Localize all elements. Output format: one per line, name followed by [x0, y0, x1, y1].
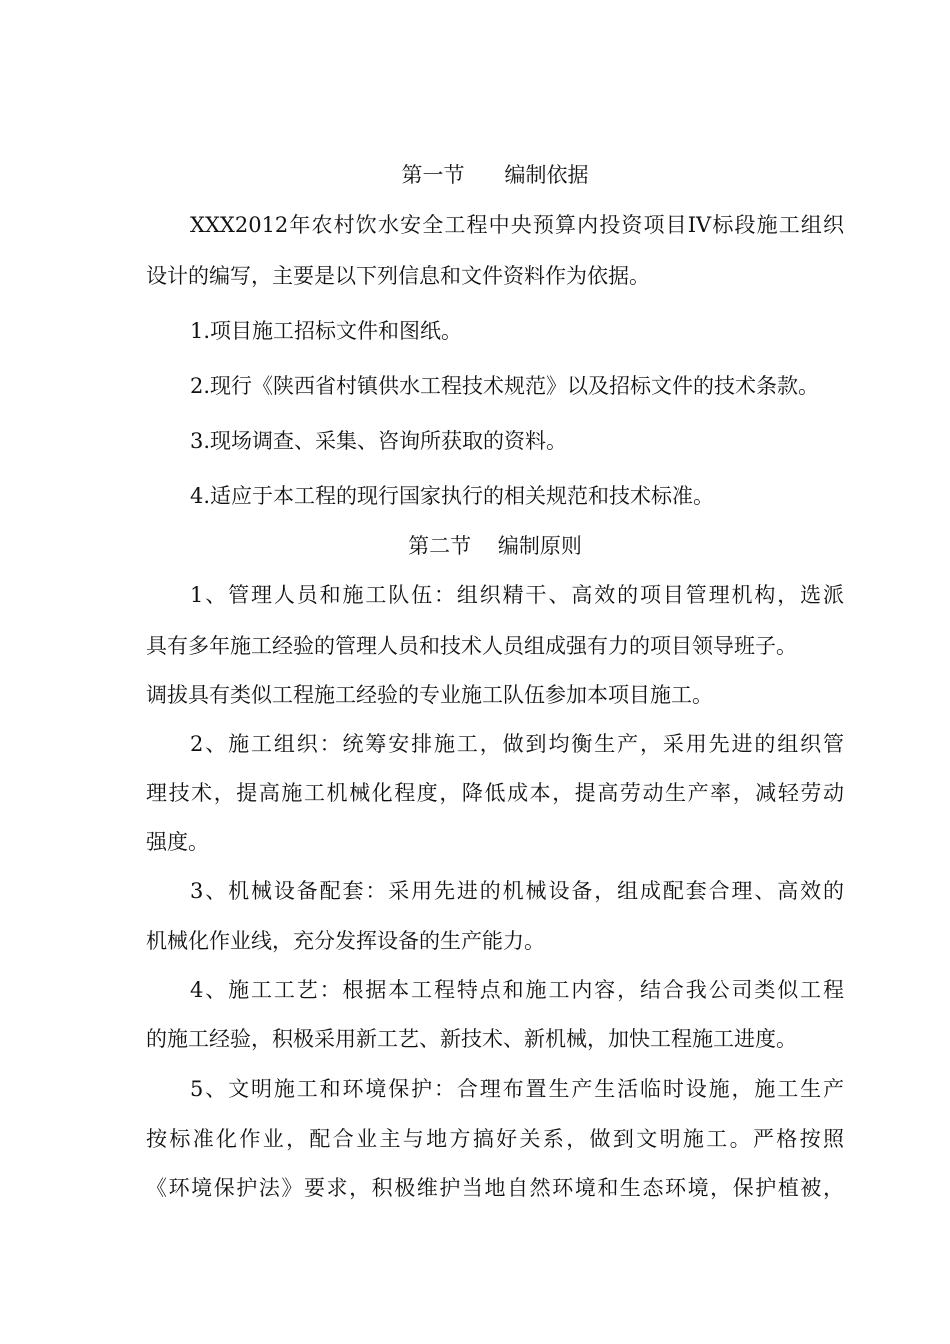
principle-2-line-3: 强度。	[146, 830, 209, 854]
principle-3-line-2: 机械化作业线，充分发挥设备的生产能力。	[146, 929, 545, 953]
intro-line-1: XXX2012年农村饮水安全工程中央预算内投资项目IV标段施工组织	[190, 213, 844, 237]
basis-item-4: 4.适应于本工程的现行国家执行的相关规范和技术标准。	[190, 484, 715, 508]
principle-3-line-1: 3、机械设备配套：采用先进的机械设备，组成配套合理、高效的	[190, 879, 844, 903]
principle-5-line-2: 按标准化作业，配合业主与地方搞好关系，做到文明施工。严格按照	[146, 1127, 844, 1151]
basis-item-2: 2.现行《陕西省村镇供水工程技术规范》以及招标文件的技术条款。	[190, 374, 820, 398]
section-1-title: 第一节 编制依据	[401, 163, 589, 187]
basis-item-3: 3.现场调查、采集、咨询所获取的资料。	[190, 429, 568, 453]
principle-4-line-1: 4、施工工艺：根据本工程特点和施工内容，结合我公司类似工程	[190, 978, 844, 1002]
principle-5-line-1: 5、文明施工和环境保护：合理布置生产生活临时设施，施工生产	[190, 1077, 844, 1101]
principle-4-line-2: 的施工经验，积极采用新工艺、新技术、新机械，加快工程施工进度。	[146, 1027, 797, 1051]
principle-1-line-1: 1、管理人员和施工队伍：组织精干、高效的项目管理机构，选派	[190, 583, 844, 607]
basis-item-1: 1.项目施工招标文件和图纸。	[190, 319, 463, 343]
principle-5-line-3: 《环境保护法》要求，积极维护当地自然环境和生态环境，保护植被，	[146, 1176, 844, 1200]
principle-1-line-2: 具有多年施工经验的管理人员和技术人员组成强有力的项目领导班子。	[146, 634, 797, 658]
principle-2-line-1: 2、施工组织：统筹安排施工，做到均衡生产，采用先进的组织管	[190, 732, 844, 756]
principle-2-line-2: 理技术，提高施工机械化程度，降低成本，提高劳动生产率，减轻劳动	[146, 781, 844, 805]
intro-line-2: 设计的编写，主要是以下列信息和文件资料作为依据。	[146, 264, 650, 288]
principle-1-line-3: 调拔具有类似工程施工经验的专业施工队伍参加本项目施工。	[146, 683, 713, 707]
section-2-title: 第二节 编制原则	[408, 534, 582, 558]
